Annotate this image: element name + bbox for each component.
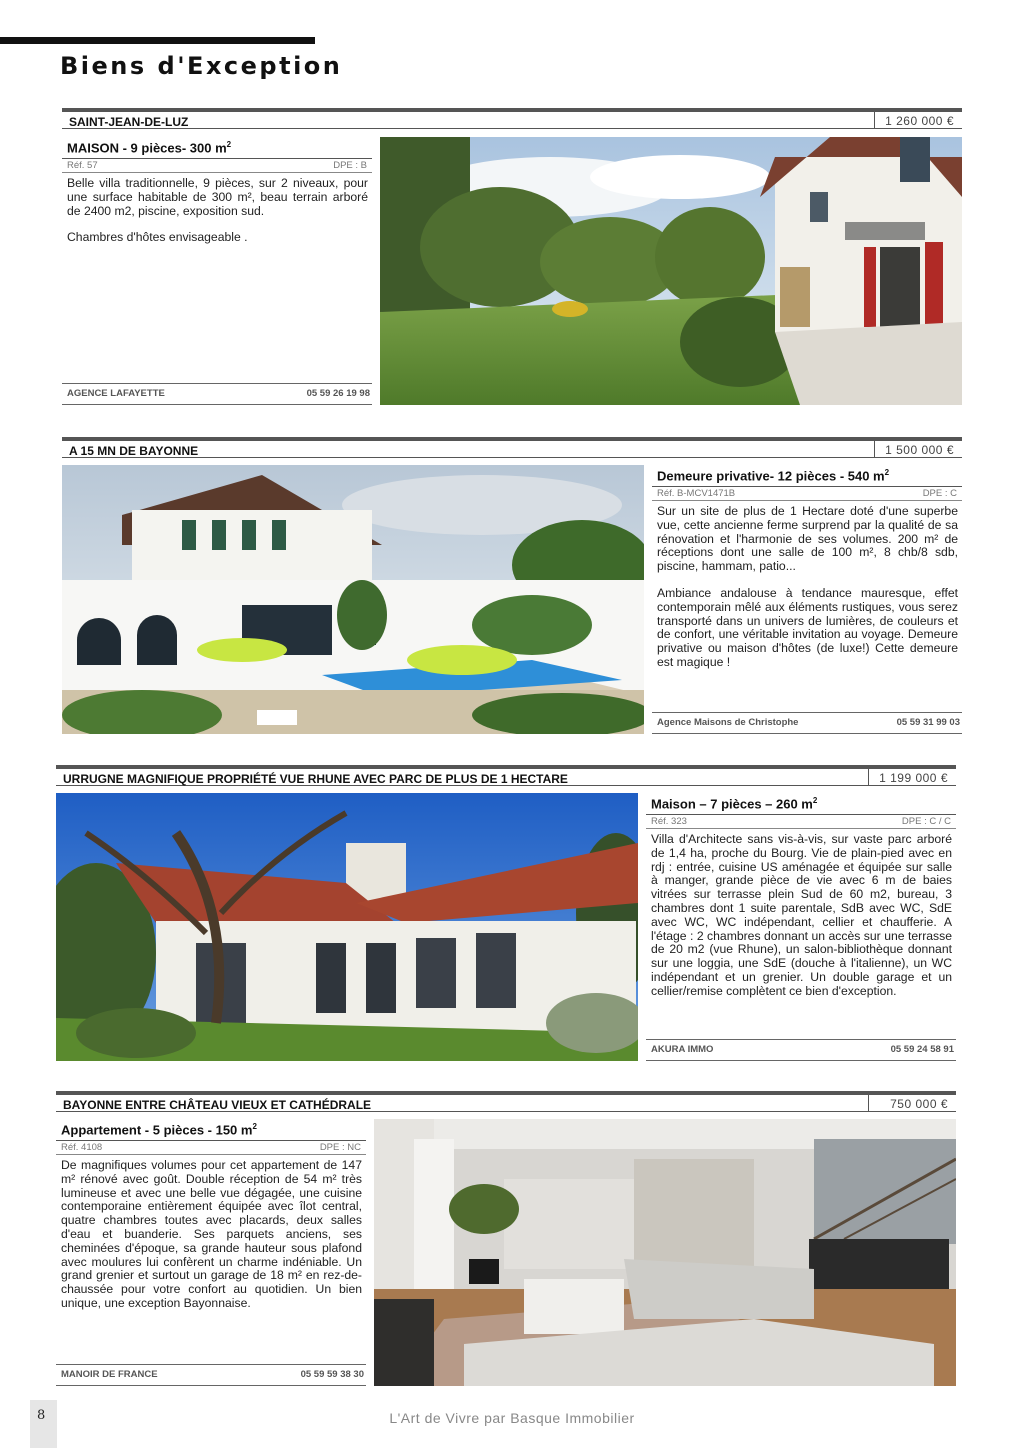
agency-name: MANOIR DE FRANCE: [61, 1369, 158, 1380]
listing-ref: Réf. 323: [651, 816, 687, 827]
listing-location: URRUGNE MAGNIFIQUE PROPRIÉTÉ VUE RHUNE AVEC PARC DE PLUS DE 1 HECTARE: [63, 772, 568, 786]
description-paragraph: Chambres d'hôtes envisageable .: [67, 230, 248, 245]
listing-ref: Réf. B-MCV1471B: [657, 488, 736, 499]
agency-name: AKURA IMMO: [651, 1044, 714, 1055]
listing-header: [62, 108, 962, 129]
listing-title: Appartement - 5 pièces - 150 $m^2$: [56, 1119, 366, 1141]
listing-saint-jean-de-luz: [62, 108, 962, 406]
listing-title: MAISON - 9 pièces- 300 $m^2$: [62, 137, 372, 159]
listing-dpe: DPE : NC: [319, 1142, 361, 1153]
demeure-pool-photo: [62, 465, 644, 734]
ref-row: [652, 487, 962, 501]
listing-description: [651, 833, 952, 1012]
page-number: 8: [37, 1408, 46, 1423]
listing-info: [56, 1119, 366, 1386]
listing-bayonne: [56, 1091, 956, 1387]
listing-description: [61, 1159, 362, 1324]
listing-footer: [62, 383, 372, 405]
listing-info: [652, 465, 962, 734]
listing-dpe: DPE : C / C: [901, 816, 951, 827]
listing-location: SAINT-JEAN-DE-LUZ: [69, 115, 189, 129]
listing-header: [56, 1091, 956, 1112]
listing-title: Maison – 7 pièces – 260 $m^2$: [646, 793, 956, 815]
listing-price: 1 260 000 €: [874, 112, 962, 129]
apartment-living-room-photo: [374, 1119, 956, 1386]
page-title: Biens d'Exception: [60, 52, 343, 80]
listing-description: [67, 177, 368, 258]
listing-a-15-mn-de-bayonne: [62, 437, 962, 735]
ref-row: [56, 1141, 366, 1155]
listing-title: Demeure privative- 12 pièces - 540 $m^2$: [652, 465, 962, 487]
villa-garden-photo: [380, 137, 962, 405]
listing-ref: Réf. 4108: [61, 1142, 103, 1153]
listing-urrugne: [56, 765, 956, 1062]
listing-footer: [56, 1364, 366, 1386]
listing-footer: [652, 712, 962, 734]
listing-ref: Réf. 57: [67, 160, 98, 171]
agency-phone: 05 59 24 58 91: [890, 1044, 954, 1055]
description-paragraph: De magnifiques volumes pour cet appartement de 147 m² rénové avec goût. Double réception de 54 m² très lumineuse et avec une belle vue dégagée, une cuisine contemporaine entièrement équipée avec îlot central, quatre chambres toutes avec placards, deux salles d'eau et buanderie. Ses parquets anciens, ses cheminées d'époque, sa grande hauteur sous plafond avec moulures lui confèrent un charme indéniable. Un grand grenier et surtout un garage de 18 m² en rez-de-chaussée pour votre confort au quotidien. Un bien unique, une exception Bayonnaise.: [61, 1158, 362, 1310]
listing-location: A 15 MN DE BAYONNE: [69, 444, 199, 458]
listing-dpe: DPE : C: [922, 488, 957, 499]
footer-tagline: L'Art de Vivre par Basque Immobilier: [389, 1410, 635, 1426]
top-accent-bar: [0, 37, 315, 44]
listing-info: [62, 137, 372, 405]
description-paragraph: Ambiance andalouse à tendance mauresque, effet contemporain mêlé aux éléments rustiques, vous serez transporté dans un univers de lumières, de couleurs et de confort, une véritable invitation au voyage. Demeure privative ou maison d'hôtes (de luxe!) Cette demeure est magique !: [657, 585, 958, 669]
listing-location: BAYONNE ENTRE CHÂTEAU VIEUX ET CATHÉDRALE: [63, 1098, 372, 1112]
listing-info: [646, 793, 956, 1061]
listing-header: [56, 765, 956, 786]
villa-architecte-photo: [56, 793, 638, 1061]
listing-header: [62, 437, 962, 458]
description-paragraph: Villa d'Architecte sans vis-à-vis, sur vaste parc arboré de 1,4 ha, proche du Bourg. Vie de plain-pied avec en rdj : entrée, cuisine US aménagée et équipée sur salle à manger, grande pièce de vie avec 6 m de baies vitrées sur terrasse plein Sud de 60 m2, bureau, 3 chambres dont 1 suite parentale, SdB avec WC, SdE avec WC, WC indépendant, cellier et chaufferie. A l'étage : 2 chambres donnant un accès sur une terrasse de 20 m2 (vue Rhune), un salon-bibliothèque donnant sur une loggia, une SdE (douche à l'italienne), un WC indépendant et un grenier. Un double garage et un cellier/remise complètent ce bien d'exception.: [651, 832, 952, 998]
agency-name: AGENCE LAFAYETTE: [67, 388, 165, 399]
listing-price: 1 500 000 €: [874, 441, 962, 458]
agency-name: Agence Maisons de Christophe: [657, 717, 799, 728]
ref-row: [646, 815, 956, 829]
listing-price: 1 199 000 €: [868, 769, 956, 786]
listing-dpe: DPE : B: [333, 160, 367, 171]
description-paragraph: Sur un site de plus de 1 Hectare doté d'une superbe vue, cette ancienne ferme surprend par la qualité de sa rénovation et l'harmonie de ses volumes. 200 m² de réceptions dont une salle de 100 m², 8 chb/8 sdb, piscine, hammam, patio...: [657, 504, 958, 574]
listing-price: 750 000 €: [868, 1095, 956, 1112]
agency-phone: 05 59 31 99 03: [896, 717, 960, 728]
listing-description: [657, 505, 958, 683]
ref-row: [62, 159, 372, 173]
listing-footer: [646, 1039, 956, 1061]
description-paragraph: Belle villa traditionnelle, 9 pièces, sur 2 niveaux, pour une surface habitable de 300 m², beau terrain arboré de 2400 m2, piscine, exposition sud.: [67, 176, 368, 218]
agency-phone: 05 59 26 19 98: [306, 388, 370, 399]
agency-phone: 05 59 59 38 30: [300, 1369, 364, 1380]
